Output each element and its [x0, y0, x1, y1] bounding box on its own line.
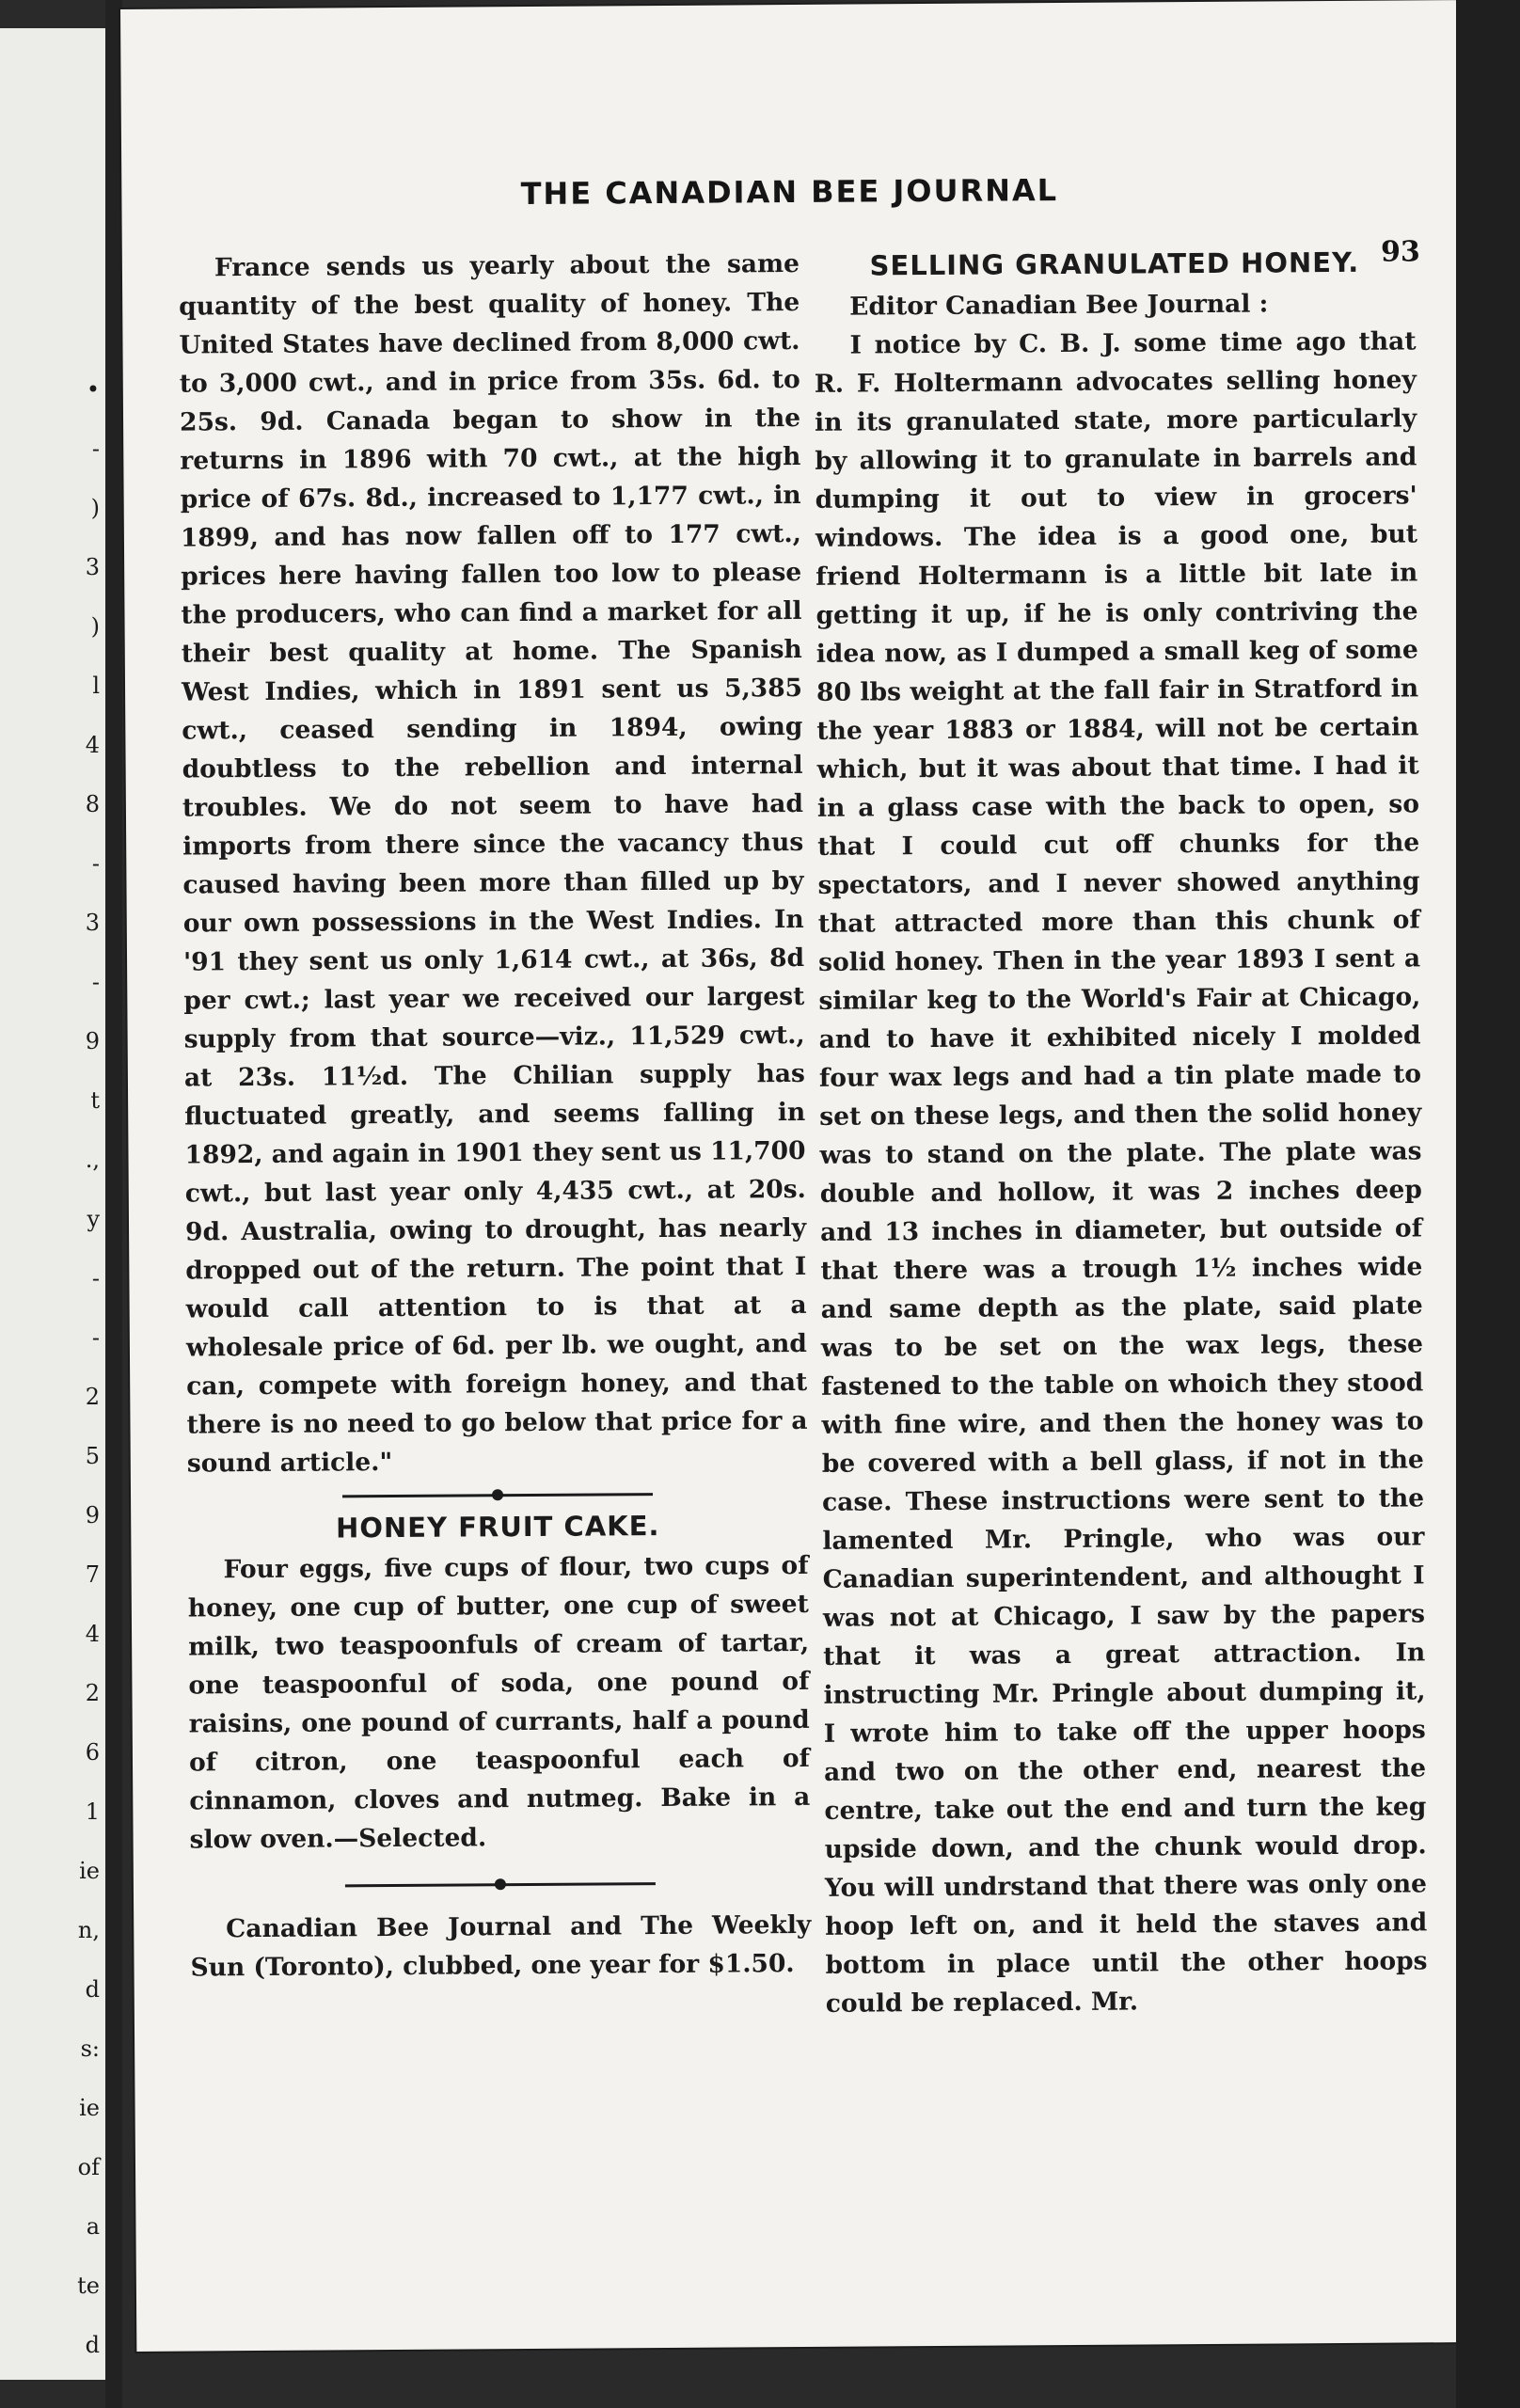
- letter-salutation: Editor Canadian Bee Journal :: [849, 289, 1269, 322]
- left-page-text-fragment: 4: [85, 1621, 100, 1647]
- left-page-text-fragment: y: [87, 1206, 100, 1232]
- scan-background: [1456, 0, 1520, 2408]
- left-page-text-fragment: d: [85, 2332, 100, 2358]
- left-page-text-fragment: of: [77, 2154, 100, 2180]
- left-page-text-fragment: 9: [85, 1502, 100, 1529]
- left-page-text-fragment: 5: [85, 1443, 100, 1469]
- section-divider: [345, 1873, 656, 1895]
- left-page-text-fragment: 7: [85, 1561, 100, 1588]
- left-page-text-fragment: 3: [85, 554, 100, 580]
- left-page-text-fragment: l: [92, 673, 100, 699]
- section-divider: [342, 1483, 653, 1506]
- left-page-text-fragment: -: [91, 436, 100, 462]
- left-page-text-fragment: n,: [77, 1917, 100, 1943]
- honey-import-paragraph: France sends us yearly about the same quantity of the best quality of honey. The United States have declined from 8,000 cwt. to 3,000 cwt., and in price from 35s. 6d. to 25s. 9d. Canada began to show in the returns in 1896 with 70 cwt., at the high price of 67s. 8d., increased to 1,177 cwt., in 1899, and has now fallen off to 177 cwt., prices here having fallen too low to please the producers, who can find a market for all their best quality at home. The Spanish West Indies, which in 1891 sent us 5,385 cwt., ceased sending in 1894, owing doubtless to the rebellion and internal troubles. We do not seem to have had imports from there since the vacancy thus caused having been more than filled up by our own possessions in the West Indies. In '91 they sent us only 1,614 cwt., at 36s, 8d per cwt.; last year we received our largest supply from that source—viz., 11,529 cwt., at 23s. 11½d. The Chilian supply has fluctuated greatly, and seems falling in 1892, and again in 1901 they sent us 11,700 cwt., but last year only 4,435 cwt., at 20s. 9d. Australia, owing to drought, has nearly dropped out of the return. The point that I would call attention to is that at a wholesale price of 6d. per lb. we ought, and can, compete with foreign honey, and that there is no need to go below that price for a sound article.": [179, 248, 808, 1479]
- left-page-text-fragment: 4: [85, 732, 100, 758]
- left-page-text-fragment: 1: [85, 1798, 100, 1825]
- left-page-text-fragment: -: [91, 969, 100, 995]
- left-page-text-fragment: -: [91, 1324, 100, 1351]
- left-page-text-fragment: 6: [85, 1739, 100, 1766]
- subscription-notice: Canadian Bee Journal and The Weekly Sun (Toronto), clubbed, one year for $1.50.: [190, 1909, 812, 1983]
- left-column: [179, 245, 812, 1988]
- page-number: 93: [1380, 235, 1420, 269]
- adjacent-page-fragment: [0, 28, 105, 2380]
- left-page-text-fragment: ie: [79, 1858, 100, 1884]
- left-page-text-fragment: 8: [85, 791, 100, 817]
- honey-fruit-cake-title: HONEY FRUIT CAKE.: [335, 1510, 660, 1545]
- left-page-text-fragment: 2: [85, 1384, 100, 1410]
- divider-dot-icon: [492, 1489, 503, 1500]
- left-page-text-fragment: -: [91, 1265, 100, 1291]
- left-page-text-fragment: t: [90, 1087, 100, 1114]
- running-header: THE CANADIAN BEE JOURNAL: [520, 172, 1059, 213]
- divider-dot-icon: [495, 1878, 506, 1890]
- left-page-text-fragment: -: [91, 850, 100, 877]
- left-page-text-fragment: ): [90, 613, 100, 640]
- letter-body: I notice by C. B. J. some time ago that R. F. Holtermann advocates selling honey in its granulated state, more particularly by allowing it to granulate in barrels and dumping it out to view in grocers' windows. The idea is a good one, but friend Holtermann is a little bit late in getting it up, if he is only contriving the idea now, as I dumped a small keg of some 80 lbs weight at the fall fair in Stratford in the year 1883 or 1884, will not be certain which, but it was about that time. I had it in a glass case with the back to open, so that I could cut off chunks for the spectators, and I never showed anything that attracted more than this chunk of solid honey. Then in the year 1893 I sent a similar keg to the World's Fair at Chicago, and to have it exhibited nicely I molded four wax legs and had a tin plate made to set on these legs, and then the solid honey was to stand on the plate. The plate was double and hollow, it was 2 inches deep and 13 inches in diameter, but outside of that there was a trough 1½ inches wide and same depth as the plate, said plate was to be set on the wax legs, these fastened to the table on whoich they stood with fine wire, and then the honey was to be covered with a bell glass, if not in the case. These instructions were sent to the lamented Mr. Pringle, who was our Canadian superintendent, and althought I was not at Chicago, I saw by the papers that it was a great attraction. In instructing Mr. Pringle about dumping it, I wrote him to take off the upper hoops and two on the other end, nearest the centre, take out the end and turn the keg upside down, and the chunk would drop. You will undrstand that there was only one hoop left on, and it held the staves and bottom in place until the other hoops could be replaced. Mr.: [814, 326, 1428, 2019]
- left-page-text-fragment: d: [85, 1976, 100, 2003]
- left-page-text-fragment: s:: [80, 2036, 100, 2062]
- book-gutter: [105, 0, 122, 2408]
- left-page-text-fragment: .,: [85, 1147, 100, 1173]
- left-page-text-fragment: ie: [79, 2095, 100, 2121]
- selling-granulated-honey-title: SELLING GRANULATED HONEY.: [869, 246, 1360, 282]
- left-page-text-fragment: 9: [85, 1028, 100, 1054]
- right-column: [814, 240, 1428, 2022]
- journal-page: [120, 0, 1472, 2352]
- left-page-text-fragment: 2: [85, 1680, 100, 1706]
- left-page-text-fragment: te: [77, 2273, 100, 2299]
- left-page-text-fragment: ): [90, 495, 100, 521]
- recipe-paragraph: Four eggs, five cups of flour, two cups of honey, one cup of butter, one cup of sweet milk, two teaspoonfuls of cream of tartar, one teaspoonful of soda, one pound of raisins, one pound of currants, half a pound of citron, one teaspoonful each of cinnamon, cloves and nutmeg. Bake in a slow oven.—Selected.: [187, 1550, 811, 1855]
- left-page-text-fragment: 3: [85, 910, 100, 936]
- left-page-text-fragment: a: [86, 2213, 100, 2240]
- left-page-text-fragment: •: [86, 376, 100, 403]
